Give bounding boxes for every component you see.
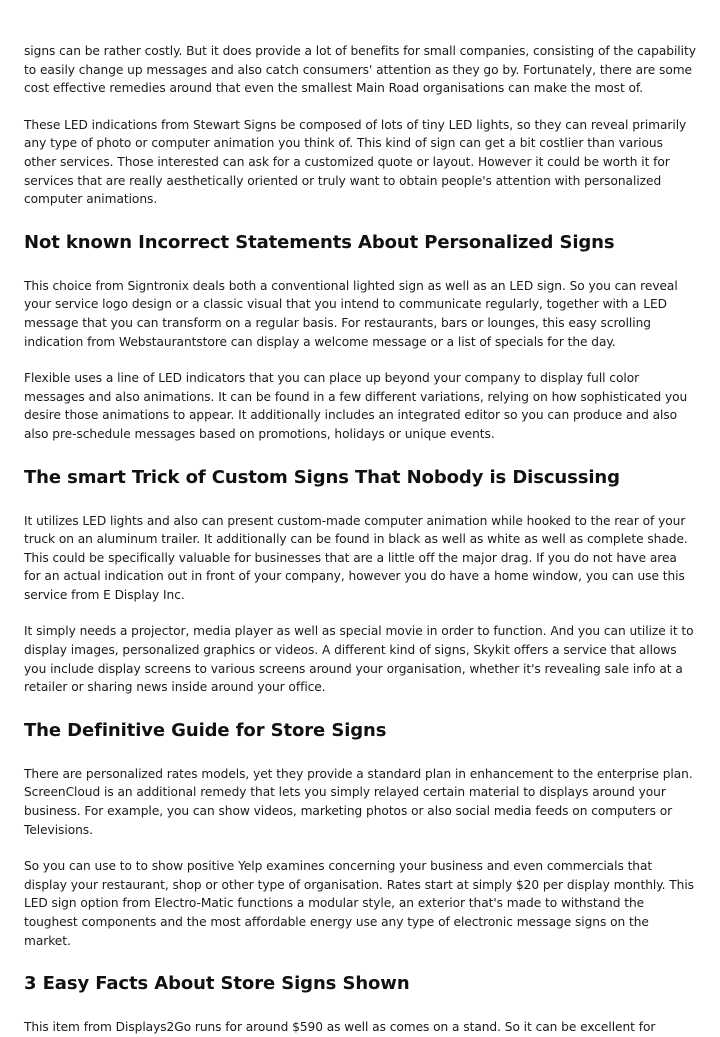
section-heading: Not known Incorrect Statements About Personalized Signs: [24, 231, 615, 253]
body-paragraph: So you can use to to show positive Yelp examines concerning your business and even commercials that display your restaurant, shop or other type of organisation. Rates start at simply $20 per display monthly. This LED sign option from Electro-Matic functions a modular style, an exterior that's made to withstand the toughest components and the most affordable energy use any type of electronic message signs on the market.: [24, 859, 694, 948]
body-paragraph: This choice from Signtronix deals both a conventional lighted sign as well as an LED sign. So you can reveal your service logo design or a classic visual that you intend to communicate regularly, together with a LED message that you can transform on a regular basis. For restaurants, bars or lounges, this easy scrolling indication from Webstaurantstore can display a welcome message or a list of specials for the day.: [24, 278, 678, 349]
body-paragraph: It simply needs a projector, media player as well as special movie in order to function. And you can utilize it to display images, personalized graphics or videos. A different kind of signs, Skykit offers a service that allows you include display screens to various screens around your organisation, whether it's revealing sale info at a retailer or sharing news inside around your office.: [24, 624, 694, 695]
body-paragraph: These LED indications from Stewart Signs be composed of lots of tiny LED lights, so they can reveal primarily any type of photo or computer animation you think of. This kind of sign can get a bit costlier than various other services. Those interested can ask for a customized quote or layout. However it could be worth it for services that are really aesthetically oriented or truly want to obtain people's attention with personalized computer animations.: [24, 117, 687, 207]
section-heading: The Definitive Guide for Store Signs: [24, 719, 387, 741]
body-paragraph: This item from Displays2Go runs for around $590 as well as comes on a stand. So it can be excellent for: [24, 1020, 656, 1035]
body-paragraph: Flexible uses a line of LED indicators that you can place up beyond your company to display full color messages and also animations. It can be found in a few different variations, relying on how sophisticated you desire those animations to appear. It additionally includes an integrated editor so you can produce and also also pre-schedule messages based on promotions, holidays or unique events.: [24, 371, 688, 441]
section-heading: The smart Trick of Custom Signs That Nobody is Discussing: [24, 466, 620, 488]
body-paragraph: signs can be rather costly. But it does provide a lot of benefits for small companies, consisting of the capability to easily change up messages and also catch consumers' attention as they go by. Fortunately, there are some cost effective remedies around that even the smallest Main Road organisations can make the most of.: [24, 44, 696, 96]
section-heading: 3 Easy Facts About Store Signs Shown: [24, 973, 410, 995]
body-paragraph: There are personalized rates models, yet they provide a standard plan in enhancement to the enterprise plan. ScreenCloud is an additional remedy that lets you simply relayed certain material to displays around your business. For example, you can show videos, marketing photos or also social media feeds on computers or Televisions.: [24, 766, 693, 837]
body-paragraph: It utilizes LED lights and also can present custom-made computer animation while hooked to the rear of your truck on an aluminum trailer. It additionally can be found in black as well as white as well as complete shade. This could be specifically valuable for businesses that are a little off the major drag. If you do not have area for an actual indication out in front of your company, however you do have a home window, you can use this service from E Display Inc.: [24, 513, 688, 602]
